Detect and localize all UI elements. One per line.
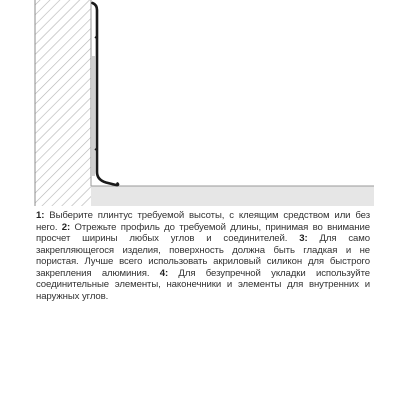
skirting-profile [93,3,119,185]
installation-instructions [36,210,370,302]
step-1-number: 1: [36,210,45,221]
step-2-number: 2: [61,221,71,233]
floor-slab [91,186,374,206]
step-1-text: Выберите плинтус требуемой высоты, с клеящим средством или без него. [36,210,370,233]
step-4-number: 4: [159,267,169,279]
step-3-number: 3: [299,233,308,244]
adhesive-strip [92,56,95,176]
step-3-text: Для само закрепляющегося изделия, поверхность должна быть гладкая и не пористая. Лучше всего использовать акриловый силикон для быстрого закрепления алюминия. [36,233,370,279]
step-2-text: Отрежьте профиль до требуемой длины, принимая во внимание просчет ширины любых углов и соединителей. [36,221,370,244]
wall-section [35,0,91,206]
step-4-text: Для безупречной укладки используйте соединительные элементы, наконечники и элементы для внутренних и наружных углов. [36,267,370,302]
